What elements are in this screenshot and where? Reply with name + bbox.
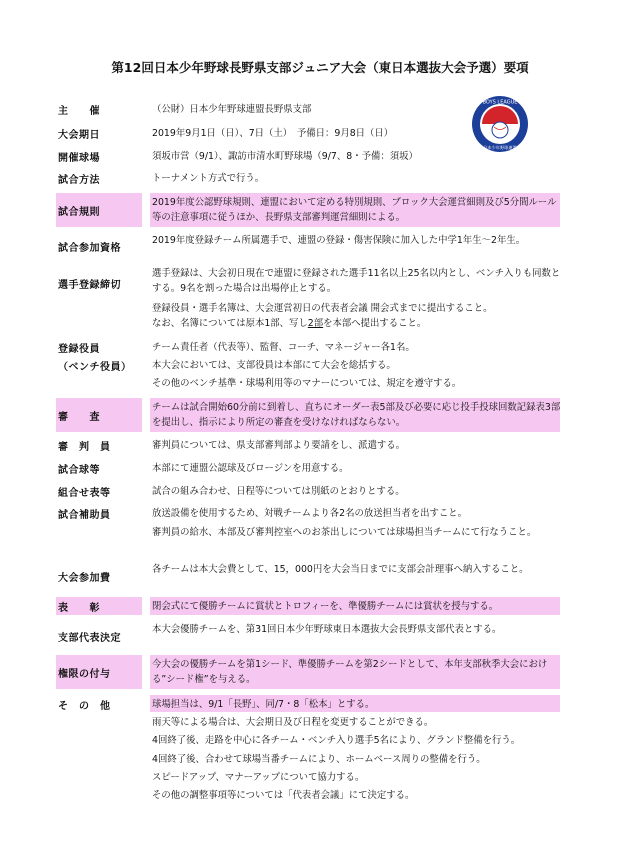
row-label: そ の 他 (58, 701, 111, 712)
row-label: 試合球等 (58, 465, 100, 476)
row-label: 試合方法 (58, 175, 100, 186)
document-title: 第12回日本少年野球長野県支部ジュニア大会（東日本選抜大会予選）要項 (111, 60, 529, 75)
row-label: 試合規則 (58, 207, 100, 218)
row-value: 閉会式にて優勝チームに賞状とトロフィーを、準優勝チームには賞状を授与する。 (152, 601, 499, 612)
row-value: 本部にて連盟公認球及びロージンを用意する。 (152, 463, 349, 474)
row-label: 審 判 員 (58, 442, 111, 453)
row-label: 表 彰 (58, 603, 100, 614)
row-value: チームは試合開始60分前に到着し、直ちにオーダー表5部及び必要に応じ投手投球回数記録表3部を提出し、指示により所定の審査を受けなければならない。 (152, 402, 561, 428)
row-value: 球場担当は、9/1「長野」、同/7・8「松本」とする。 雨天等による場合は、大会期日及び日程を変更することができる。 4回終了後、走路を中心に各チーム・ベンチ入り選手5名により、グランド整備を行う。 4回終了後、合わせて球場当番チームにより、ホームベース周りの整備を行う。 スピードアップ、マナーアップについて協力する。 その他の調整事項等については「代表者会議」にて決定する。 (152, 699, 521, 802)
row-value: 放送設備を使用するため、対戦チームより各2名の放送担当者を出すこと。 審判員の給水、本部及び審判控室へのお茶出しについては球場担当チームにて行なうこと。 (152, 508, 537, 538)
row-label: 組合せ表等 (58, 488, 111, 499)
row-value: 2019年度公認野球規則、連盟において定める特別規則、ブロック大会運営細則及び5分間ルール等の注意事項に従うほか、長野県支部審判運営細則による。 (152, 197, 557, 223)
row-label: 主 催 (58, 106, 100, 117)
logo-top-text: BOYS LEAGUE (482, 99, 518, 106)
row-label: 登録役員 （ベンチ役員） (58, 344, 132, 373)
row-value: 各チームは本大会費として、15，000円を大会当日までに支部会計理事へ納入すること。 (152, 564, 529, 575)
row-label: 大会期日 (58, 130, 100, 141)
row-label: 審 査 (58, 412, 100, 423)
row-value: （公財）日本少年野球連盟長野県支部 (152, 104, 312, 115)
row-value: 選手登録は、大会初日現在で連盟に登録された選手11名以上25名以内とし、ベンチ入りも同数とする。9名を割った場合は出場停止とする。 登録役員・選手名簿は、大会運営初日の代表者会議 開会式までに提出すること。 なお、名簿については原本1部、写し2部を本部へ提出すること。 (152, 268, 561, 329)
row-label: 試合補助員 (58, 510, 111, 521)
row-value: チーム責任者（代表等）、監督、コーチ、マネージャー各1名。 本大会においては、支部役員は本部にて大会を総括する。 その他のベンチ基準・球場利用等のマナーについては、規定を遵守する。 (152, 342, 462, 389)
row-value: 試合の組み合わせ、日程等については別紙のとおりとする。 (152, 486, 405, 497)
logo-bottom-text: 日本少年野球連盟 (483, 145, 517, 150)
row-label: 開催球場 (58, 153, 100, 164)
row-label: 選手登録締切 (58, 280, 121, 291)
row-label: 試合参加資格 (58, 243, 121, 254)
row-value: 本大会優勝チームを、第31回日本少年野球東日本選抜大会長野県支部代表とする。 (152, 624, 502, 635)
row-value: 審判員については、県支部審判部より要請をし、派遣する。 (152, 440, 405, 451)
row-label: 権限の付与 (58, 669, 111, 680)
row-label: 支部代表決定 (58, 633, 121, 644)
row-label: 大会参加費 (58, 573, 111, 584)
row-value: トーナメント方式で行う。 (152, 173, 265, 184)
row-value: 2019年9月1日（日）、7日（土） 予備日：9月8日（日） (152, 128, 394, 139)
row-value: 須坂市営（9/1）、諏訪市清水町野球場（9/7、8・予備：須坂） (152, 151, 418, 162)
row-value: 今大会の優勝チームを第1シード、準優勝チームを第2シードとして、本年支部秋季大会における”シード権”を与える。 (152, 659, 548, 685)
row-value: 2019年度登録チーム所属選手で、連盟の登録・傷害保険に加入した中学1年生～2年生。 (152, 235, 526, 246)
